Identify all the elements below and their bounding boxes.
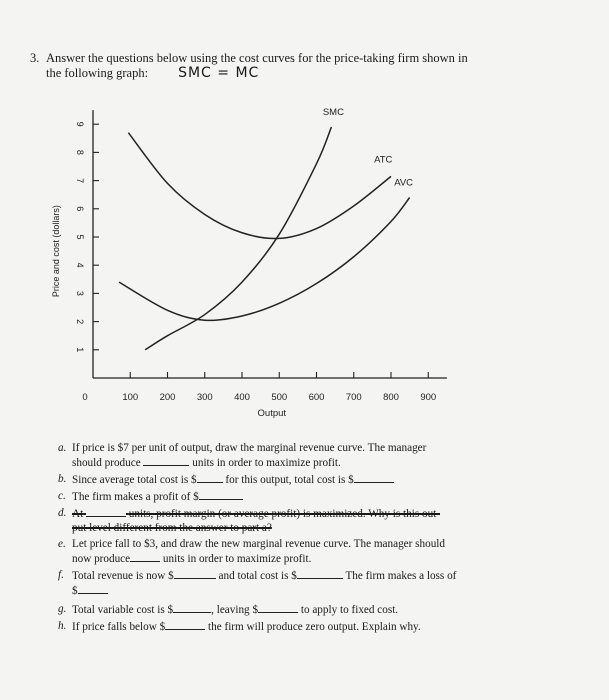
item-a-text-3: units in order to maximize profit.	[192, 457, 341, 469]
y-tick-label: 6	[75, 206, 85, 212]
y-tick-label: 2	[75, 319, 85, 325]
x-tick-label: 700	[345, 392, 362, 403]
answer-blank[interactable]	[130, 551, 160, 562]
x-tick-label: 500	[271, 392, 288, 403]
y-axis-label: Price and cost (dollars)	[51, 205, 61, 298]
chart-labels	[51, 107, 413, 419]
y-tick-label: 7	[75, 178, 85, 184]
item-h-text: If price falls below $	[72, 621, 166, 633]
item-f-text: Total revenue is now $	[72, 570, 174, 582]
answer-blank[interactable]	[174, 568, 216, 579]
x-tick-label: 800	[383, 392, 399, 403]
item-label: c.	[58, 490, 66, 502]
x-axis-label: Output	[257, 408, 287, 419]
item-a	[58, 441, 588, 470]
answer-blank[interactable]	[258, 602, 298, 613]
answer-blank[interactable]	[354, 472, 394, 483]
item-b-text-2: for this output, total cost is $	[225, 474, 354, 486]
item-g	[58, 602, 588, 617]
item-d-struck	[58, 506, 588, 535]
item-d-text-2: units, profit margin (or average profit) is maximized. Why is this out-	[128, 508, 440, 520]
item-e-text-3: units in order to maximize profit.	[162, 553, 312, 565]
item-label: f.	[58, 569, 64, 581]
question-number: 3.	[30, 51, 40, 65]
y-tick-label: 3	[75, 290, 85, 296]
chart-curves	[119, 127, 410, 350]
avc-curve	[119, 198, 410, 321]
item-c-text: The firm makes a profit of $	[72, 491, 199, 503]
item-h	[58, 619, 588, 634]
y-tick-label: 8	[75, 149, 85, 155]
x-tick-label: 200	[159, 392, 176, 403]
avc-label: AVC	[394, 177, 414, 189]
item-g-text-2: , leaving $	[211, 604, 259, 616]
question-list	[58, 441, 588, 636]
y-tick-label: 1	[75, 347, 85, 353]
item-d-text-3: put level different from the answer to part a?	[72, 522, 272, 534]
y-tick-label: 5	[75, 234, 85, 240]
item-a-text-2: should produce	[72, 457, 141, 469]
item-label: g.	[58, 603, 67, 615]
item-a-text: If price is $7 per unit of output, draw the marginal revenue curve. The manager	[72, 442, 427, 454]
item-g-text: Total variable cost is $	[72, 604, 174, 616]
answer-blank[interactable]	[197, 472, 223, 483]
handwritten-note: SMC = MC	[178, 65, 260, 81]
item-b-text: Since average total cost is $	[72, 474, 197, 486]
question-text-line1: Answer the questions below using the cost curves for the price-taking firm shown in	[46, 51, 468, 65]
item-d-text: At	[72, 508, 84, 520]
answer-blank[interactable]	[165, 619, 205, 630]
smc-label: SMC	[322, 107, 344, 119]
atc-curve	[128, 133, 391, 239]
item-f	[58, 568, 588, 598]
x-tick-label: 0	[82, 392, 88, 403]
item-e-text-2: now produce	[72, 553, 131, 565]
question-text-line2: the following graph:	[46, 66, 149, 80]
item-g-text-3: to apply to fixed cost.	[300, 604, 399, 616]
item-label: h.	[58, 620, 67, 632]
item-f-text-3: The firm makes a loss of	[345, 570, 457, 582]
answer-blank[interactable]	[78, 583, 108, 594]
item-c	[58, 489, 588, 504]
answer-blank[interactable]	[199, 489, 243, 500]
x-tick-label: 100	[122, 392, 139, 403]
x-tick-label: 900	[420, 392, 437, 403]
y-tick-label: 4	[75, 262, 85, 268]
item-h-text-2: the firm will produce zero output. Explain why.	[208, 621, 421, 633]
item-f-text-2: and total cost is $	[218, 570, 297, 582]
item-e-text: Let price fall to $3, and draw the new marginal revenue curve. The manager should	[72, 538, 445, 550]
answer-blank[interactable]	[297, 568, 343, 579]
item-label: e.	[58, 538, 66, 550]
answer-blank[interactable]	[86, 506, 126, 517]
x-tick-label: 600	[308, 392, 325, 403]
item-b	[58, 472, 588, 487]
item-label: a.	[58, 442, 67, 454]
item-label: d.	[58, 507, 67, 519]
item-label: b.	[58, 473, 67, 485]
item-f-text-4: $	[72, 585, 78, 597]
atc-label: ATC	[374, 154, 393, 166]
x-tick-label: 300	[196, 392, 213, 403]
answer-blank[interactable]	[143, 455, 189, 466]
y-tick-label: 9	[75, 121, 85, 127]
item-e	[58, 537, 588, 566]
x-tick-label: 400	[234, 392, 250, 403]
answer-blank[interactable]	[173, 602, 211, 613]
